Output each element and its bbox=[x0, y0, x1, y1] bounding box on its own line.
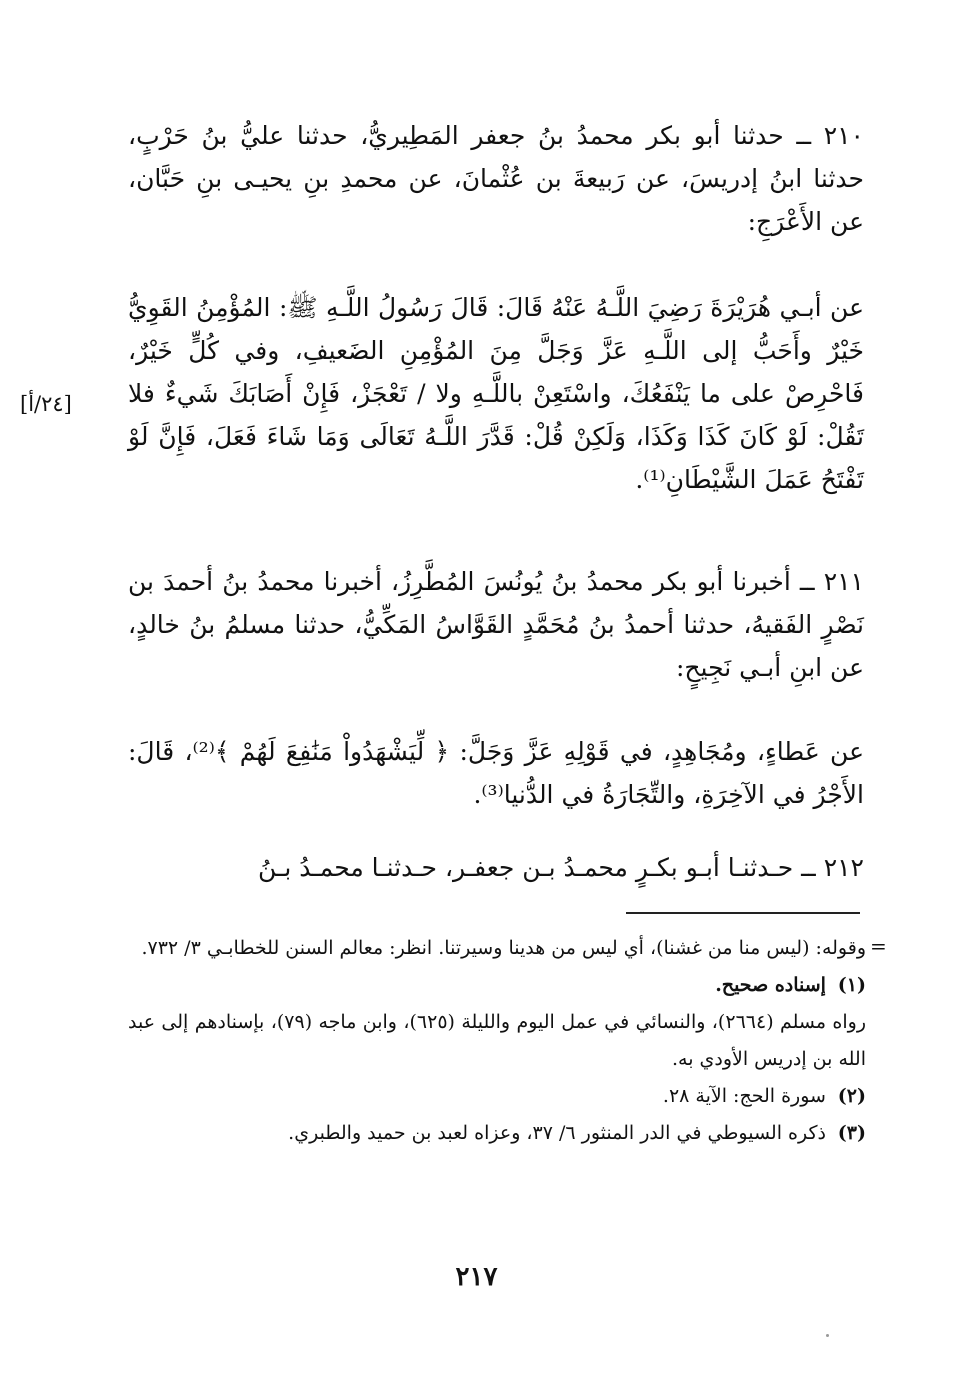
page-number: ٢١٧ bbox=[455, 1262, 498, 1292]
footnote-2 bbox=[128, 1078, 866, 1115]
hadith-210-chain: ٢١٠ ــ حدثنا أبو بكر محمدُ بنُ جعفر المَطِيريُّ، حدثنا عليُّ بنُ حَرْبٍ، حدثنا ابنُ إدريسَ، عن رَبيعةَ بن عُثْمانَ، عن محمدِ بنِ يحيـى بنِ حَبَّان، عن الأَعْرَجِ: bbox=[128, 121, 864, 236]
paragraph-hadith-210-isnad bbox=[128, 114, 864, 243]
hadith-211-text: عن عَطاءٍ، ومُجَاهِدٍ، في قَوْلِهِ عَزَّ وَجَلَّ: ﴿ لِّيَشْهَدُواْ مَنَٰفِعَ لَهُمْ ﴾⁽²⁾، قَالَ: الأَجْرُ في الآخِرَةِ، والتِّجَارَةُ في الدُّنيا⁽³⁾. bbox=[128, 737, 864, 809]
paragraph-hadith-210-matn bbox=[128, 286, 864, 501]
footnote-3-number: (٣) bbox=[837, 1122, 866, 1144]
hadith-211-chain: ٢١١ ــ أخبرنا أبو بكر محمدُ بنُ يُونُسَ المُطَّرِزُ، أخبرنا محمدُ بنُ أحمدَ بن نَصْرٍ الفَقيهُ، حدثنا أحمدُ بنُ مُحَمَّدٍ القَوَّاسُ المَكِّيُّ، حدثنا مسلمُ بنُ خالدٍ، عن ابنِ أبـي نَجِيحٍ: bbox=[128, 567, 864, 682]
paragraph-hadith-211-isnad bbox=[128, 560, 864, 689]
footnote-continued: وقوله: (ليس منا من غشنا)، أي ليس من هدينا وسيرتنا. انظر: معالم السنن للخطابـي ٣/ ٧٣٢. bbox=[141, 937, 866, 959]
manuscript-folio-reference: [٢٤/أ] bbox=[20, 392, 72, 416]
footnote-3 bbox=[128, 1115, 866, 1152]
footnote-3-text: ذكره السيوطي في الدر المنثور ٦/ ٣٧، وعزاه لعبد بن حميد والطبري. bbox=[288, 1122, 826, 1144]
footnote-2-number: (٢) bbox=[837, 1085, 866, 1107]
footnote-1-heading bbox=[128, 967, 866, 1004]
paragraph-hadith-211-matn bbox=[128, 730, 864, 816]
scan-speck bbox=[826, 1334, 829, 1337]
paragraph-hadith-212-isnad bbox=[128, 846, 864, 889]
hadith-210-text: عن أبـي هُرَيْرَةَ رَضِيَ اللَّـهُ عَنْهُ قَالَ: قَالَ رَسُولُ اللَّـهِ ﷺ: المُؤْمِنُ القَوِيُّ خَيْرٌ وأَحَبُّ إلى اللَّـهِ عَزَّ وَجَلَّ مِنَ المُؤْمِنِ الضَعيفِ، وفي كُلٍّ خَيْرٌ، فَاحْرِصْ على ما يَنْفَعُكَ، واسْتَعِنْ باللَّـهِ ولا / تَعْجَزْ، فَإِنْ أَصَابَكَ شَيءٌ فلا تَقُلْ: لَوْ كَانَ كَذَا وَكَذَا، وَلَكِنْ قُلْ: قَدَّرَ اللَّـهُ تَعَالَى وَمَا شَاءَ فَعَلَ، فَإِنَّ لَوْ تَفْتَحُ عَمَلَ الشَّيْطَانِ⁽¹⁾. bbox=[128, 293, 864, 494]
footnote-1-head: إسناده صحيح. bbox=[715, 974, 826, 996]
footnote-2-text: سورة الحج: الآية ٢٨. bbox=[662, 1085, 826, 1107]
footnote-1-number: (١) bbox=[837, 974, 866, 996]
hadith-212-chain: ٢١٢ ــ حـدثنـا أبـو بكـرٍ محمـدُ بـن جعفـر، حـدثنـا محمـدُ بـنُ bbox=[258, 853, 864, 882]
footnotes bbox=[128, 930, 866, 1152]
footnote-1-body: رواه مسلم (٢٦٦٤)، والنسائي في عمل اليوم والليلة (٦٢٥)، وابن ماجه (٧٩)، بإسنادهم إلى عبد الله بن إدريس الأودي به. bbox=[128, 1011, 867, 1070]
footnote-continuation-mark: = bbox=[870, 934, 887, 958]
footnote-separator bbox=[626, 912, 860, 914]
